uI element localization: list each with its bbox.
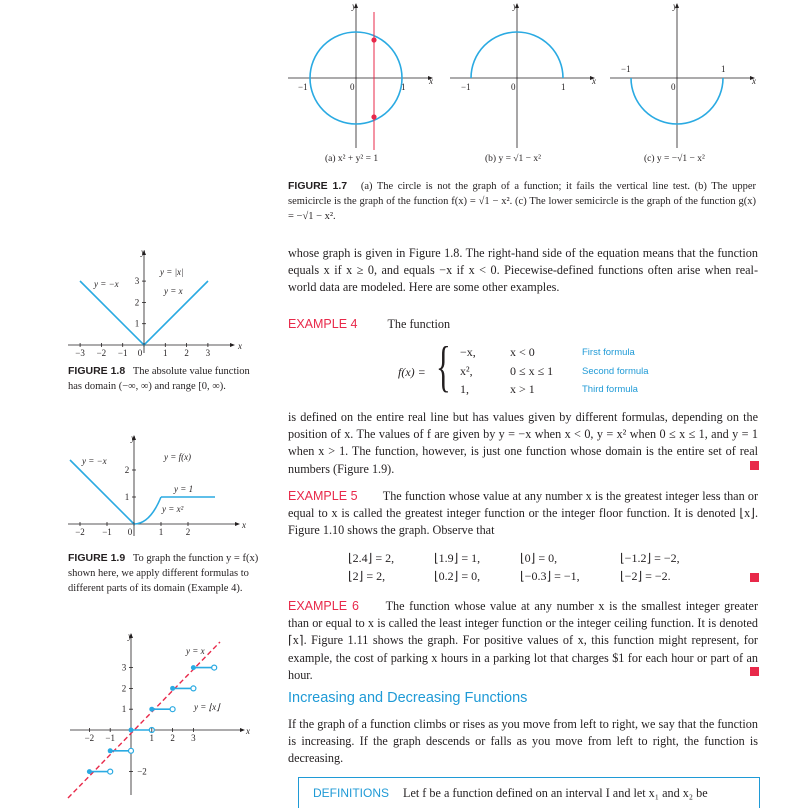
open-endpoint bbox=[212, 665, 217, 670]
curve-label: y = −x bbox=[82, 456, 107, 466]
tick-label: −2 bbox=[137, 766, 147, 777]
axis-y-label: y bbox=[673, 1, 677, 11]
figure-1-7 bbox=[280, 0, 760, 175]
figure-1-7-plots bbox=[280, 0, 760, 175]
closed-endpoint bbox=[87, 769, 92, 774]
definitions-text: Let f be a function defined on an interval I and let x₁ and x₂ be bbox=[403, 786, 708, 800]
piecewise-definition bbox=[398, 336, 758, 401]
figure-1-10-plot bbox=[60, 630, 250, 800]
curve-label: y = 1 bbox=[174, 484, 194, 494]
open-endpoint bbox=[108, 769, 113, 774]
floor-steps bbox=[84, 662, 217, 774]
end-of-example-icon bbox=[750, 461, 759, 470]
figure-label: FIGURE 1.7 bbox=[288, 180, 348, 192]
tick-label: 0 bbox=[137, 348, 143, 358]
fx-label: f(x) = bbox=[398, 365, 426, 379]
axis-y-label: y bbox=[141, 247, 145, 257]
example-6 bbox=[288, 598, 758, 684]
fig17-plot-b bbox=[450, 1, 596, 148]
caption-text: To graph the function y = f(x) shown here, we apply different formulas to different parts of its domain (Example 4). bbox=[68, 553, 259, 594]
tick-label: 1 bbox=[163, 348, 168, 358]
figure-1-8 bbox=[60, 245, 250, 360]
tick-label: 3 bbox=[191, 733, 196, 743]
example-heading: EXAMPLE 4 bbox=[288, 317, 358, 331]
axis-y-label: y bbox=[128, 631, 132, 641]
piece-condition: 0 ≤ x ≤ 1 bbox=[510, 363, 554, 378]
tick-label: 0 bbox=[350, 82, 355, 92]
tick-label: 2 bbox=[124, 465, 130, 475]
tick-label: 1 bbox=[401, 82, 406, 92]
floor-equation: ⌊−1.2⌋ = −2, bbox=[620, 551, 680, 565]
tick-label: 1 bbox=[134, 318, 140, 329]
example-text: The function whose value at any number x is the smallest integer greater than or equal to x is called the least integer function or the integer ceiling function. It is denoted ⌈x⌉. Figure 1.11 shows the graph. For positive values of x, this function might represent, for example, the cost of parking x hours in a parking lot that charges $1 for each hour or part of an hour. bbox=[288, 599, 759, 682]
axis-x-label: x bbox=[242, 520, 246, 530]
floor-equation: ⌊−0.3⌋ = −1, bbox=[520, 569, 580, 583]
tick-label: −1 bbox=[621, 64, 631, 74]
piece-expression: 1, bbox=[460, 382, 469, 396]
axis-x-label: x bbox=[592, 76, 596, 86]
tick-label: 1 bbox=[158, 527, 164, 537]
curve-label: y = x bbox=[164, 286, 183, 296]
closed-endpoint bbox=[191, 665, 196, 670]
axis-x-label: x bbox=[752, 76, 756, 86]
tick-label: 1 bbox=[149, 733, 155, 743]
section-title: Increasing and Decreasing Functions bbox=[288, 690, 528, 706]
example-heading: EXAMPLE 6 bbox=[288, 599, 360, 613]
piece-expression: x², bbox=[460, 363, 473, 378]
tick-label: −2 bbox=[75, 527, 85, 537]
figure-1-7-caption bbox=[288, 179, 756, 224]
tick-label: 1 bbox=[561, 82, 566, 92]
piece-note: Second formula bbox=[582, 365, 649, 377]
tick-label: −1 bbox=[105, 733, 115, 743]
curve-label: y = −x bbox=[94, 279, 119, 289]
end-of-example-icon bbox=[750, 573, 759, 582]
tick-label: 2 bbox=[185, 527, 191, 537]
tick-label: 0 bbox=[511, 82, 516, 92]
curve-label: y = x² bbox=[162, 504, 184, 514]
tick-label: 3 bbox=[134, 276, 140, 287]
figure-1-9-caption bbox=[68, 551, 264, 596]
piece-condition: x < 0 bbox=[510, 345, 535, 359]
figure-label: FIGURE 1.8 bbox=[68, 365, 126, 377]
figure-1-9-plot bbox=[60, 432, 250, 547]
tick-label: 2 bbox=[134, 297, 140, 308]
tick-label: 1 bbox=[121, 704, 127, 715]
tick-label: −1 bbox=[461, 82, 471, 92]
open-endpoint bbox=[191, 686, 196, 691]
piece-note: Third formula bbox=[582, 384, 638, 395]
figure-1-10 bbox=[60, 630, 250, 800]
parabola-piece bbox=[134, 497, 161, 524]
closed-endpoint bbox=[129, 728, 134, 733]
y-tick-labels bbox=[122, 663, 147, 777]
floor-equation: ⌊−2⌋ = −2. bbox=[620, 569, 671, 583]
axis-y-label: y bbox=[131, 433, 135, 443]
tick-label: 2 bbox=[170, 733, 175, 743]
curve-label: y = |x| bbox=[160, 267, 184, 277]
definitions-heading: DEFINITIONS bbox=[313, 786, 390, 800]
piece-expression: −x, bbox=[460, 345, 476, 359]
figure-1-8-plot bbox=[60, 245, 250, 360]
example-4-text: is defined on the entire real line but has values given by different formulas, depending on the position of x. The values of f are given by y = −x when x < 0, y = x² when 0 ≤ x ≤ 1, and y = 1 when x > 1. The function, however, is just one function whose domain is the entire set of real numbers (Figure 1.9). bbox=[288, 410, 758, 476]
axis-x-label: x bbox=[246, 726, 250, 736]
end-of-example-icon bbox=[750, 667, 759, 676]
tick-label: 3 bbox=[121, 662, 127, 673]
brace: { bbox=[436, 336, 451, 398]
piece-note: First formula bbox=[582, 347, 635, 358]
tick-label: 1 bbox=[124, 492, 130, 502]
floor-equation: ⌊2.4⌋ = 2, bbox=[348, 551, 395, 565]
figure-label: FIGURE 1.9 bbox=[68, 552, 126, 564]
closed-endpoint bbox=[170, 686, 175, 691]
example-heading: EXAMPLE 5 bbox=[288, 489, 358, 503]
closed-endpoint bbox=[108, 748, 113, 753]
example-4 bbox=[288, 315, 758, 333]
fig17-subcaption-c: (c) y = −√1 − x² bbox=[644, 154, 705, 164]
tick-label: −2 bbox=[84, 733, 95, 743]
figure-1-8-caption bbox=[68, 364, 264, 394]
axis-x-label: x bbox=[429, 76, 433, 86]
tick-label: −1 bbox=[102, 527, 112, 537]
floor-equation: ⌊1.9⌋ = 1, bbox=[434, 551, 481, 565]
fig17-plot-a bbox=[288, 1, 433, 150]
tick-label: −1 bbox=[298, 82, 308, 92]
floor-equation: ⌊2⌋ = 2, bbox=[348, 569, 386, 583]
tick-label: −3 bbox=[75, 348, 85, 358]
tick-label: 2 bbox=[121, 683, 127, 694]
floor-equations bbox=[348, 551, 768, 587]
tick-label: 1 bbox=[721, 64, 726, 74]
tick-label: 0 bbox=[671, 82, 676, 92]
example-5 bbox=[288, 488, 758, 540]
caption-text: (a) The circle is not the graph of a function; it fails the vertical line test. (b) The upper semicircle is the graph of the function f(x) = √1 − x². (c) The lower semicircle is the graph of the function g(x) = −√1 − x². bbox=[288, 181, 757, 222]
curve-label: y = ⌊x⌋ bbox=[194, 702, 220, 712]
example-lead: The function bbox=[387, 317, 451, 331]
caption-text: The absolute value function has domain (−∞, ∞) and range [0, ∞). bbox=[68, 366, 250, 392]
figure-1-9 bbox=[60, 432, 250, 547]
tick-label: 2 bbox=[184, 348, 189, 358]
axis-y-label: y bbox=[352, 1, 356, 11]
tick-label: −1 bbox=[117, 348, 128, 358]
paragraph-intro: whose graph is given in Figure 1.8. The right-hand side of the equation means that the function equals x if x ≥ 0, and equals −x if x < 0. Piecewise-defined functions often arise when real-world data are modeled. Here are some other examples. bbox=[288, 246, 758, 295]
tick-label: −2 bbox=[96, 348, 107, 358]
piece-condition: x > 1 bbox=[510, 382, 535, 396]
open-endpoint bbox=[170, 707, 175, 712]
floor-equation: ⌊0⌋ = 0, bbox=[520, 551, 558, 565]
curve-label: y = x bbox=[186, 646, 205, 656]
floor-equation: ⌊0.2⌋ = 0, bbox=[434, 569, 481, 583]
fig17-subcaption-a: (a) x² + y² = 1 bbox=[325, 154, 379, 164]
axis-x-label: x bbox=[238, 341, 242, 351]
closed-endpoint bbox=[149, 707, 154, 712]
tick-label: 3 bbox=[205, 348, 211, 358]
definitions-box bbox=[298, 777, 760, 808]
fig17-subcaption-b: (b) y = √1 − x² bbox=[485, 154, 541, 164]
open-endpoint bbox=[129, 748, 134, 753]
curve-label: y = f(x) bbox=[164, 452, 192, 462]
tick-label: 0 bbox=[127, 527, 133, 537]
fig17-plot-c bbox=[610, 1, 756, 148]
section-text: If the graph of a function climbs or rises as you move from left to right, we say that the function is increasing. If the graph descends or falls as you move from left to right, the function is decreasing. bbox=[288, 717, 758, 766]
example-text: The function whose value at any number x is the greatest integer less than or equal to x is called the greatest integer function or the integer floor function. It is denoted ⌊x⌋. Figure 1.10 shows the graph. Observe that bbox=[288, 489, 759, 538]
axis-y-label: y bbox=[513, 1, 517, 11]
